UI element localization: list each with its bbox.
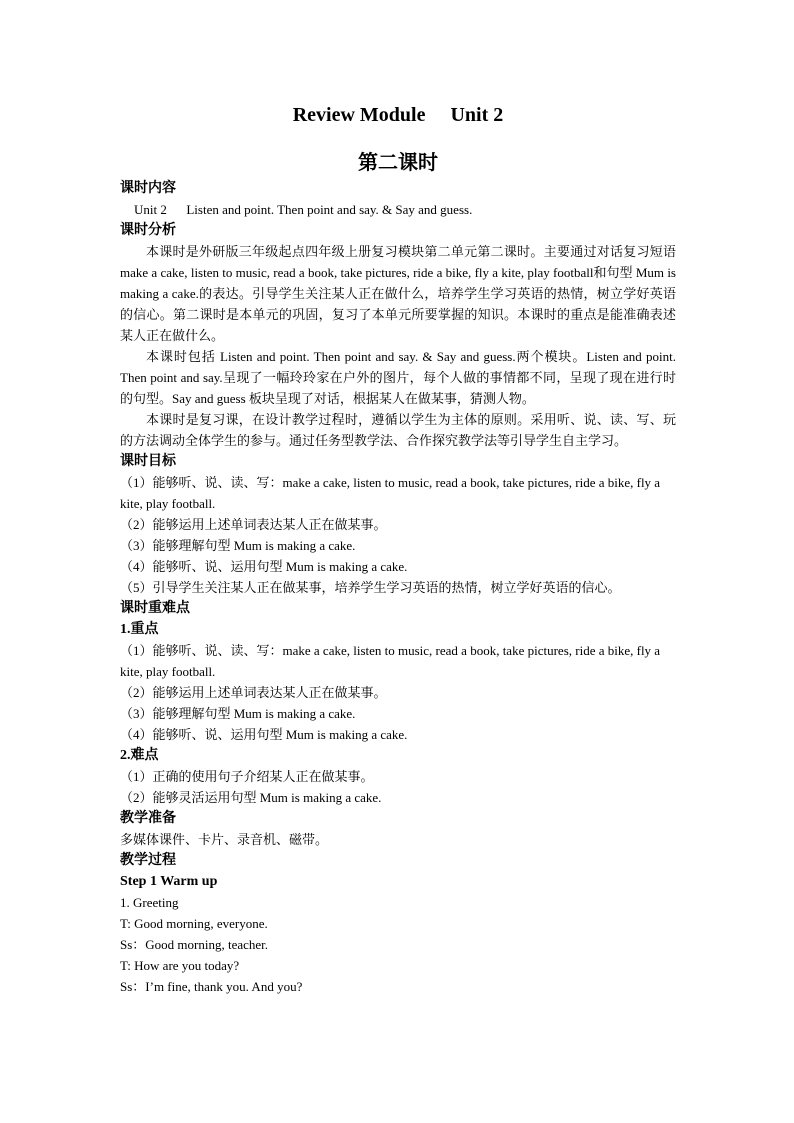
step-heading: Step 1 Warm up <box>120 874 218 889</box>
difficulty-item: （1）正确的使用句子介绍某人正在做某事。 <box>120 769 374 784</box>
goal-item: （4）能够听、说、运用句型 Mum is making a cake. <box>120 559 408 574</box>
goal-item: （1）能够听、说、读、写：make a cake, listen to music, read a book, take pictures, ride a bike, fly a kite, play football. <box>120 475 661 511</box>
key-item: （1）能够听、说、读、写：make a cake, listen to music, read a book, take pictures, ride a bike, fly a kite, play football. <box>120 643 661 679</box>
section-heading-prep: 教学准备 <box>120 811 176 826</box>
section-heading-goals: 课时目标 <box>120 454 176 469</box>
key-item: （2）能够运用上述单词表达某人正在做某事。 <box>120 685 387 700</box>
dialogue-line: T: How are you today? <box>120 958 240 973</box>
content-text: Unit 2 Listen and point. Then point and say. & Say and guess. <box>134 202 473 217</box>
key-item: （4）能够听、说、运用句型 Mum is making a cake. <box>120 727 408 742</box>
dialogue-line: T: Good morning, everyone. <box>120 916 268 931</box>
section-heading-analysis: 课时分析 <box>120 223 176 238</box>
goal-item: （3）能够理解句型 Mum is making a cake. <box>120 538 356 553</box>
dialogue-line: Ss：Good morning, teacher. <box>120 937 269 952</box>
section-heading-process: 教学过程 <box>120 853 176 868</box>
dialogue-line: Ss：I’m fine, thank you. And you? <box>120 979 303 994</box>
goal-item: （2）能够运用上述单词表达某人正在做某事。 <box>120 517 387 532</box>
document-body <box>120 178 676 997</box>
dialogue-line: 1. Greeting <box>120 895 179 910</box>
analysis-paragraph-3: 本课时是复习课，在设计教学过程时，遵循以学生为主体的原则。采用听、说、读、写、玩的方法调动全体学生的参与。通过任务型教学法、合作探究教学法等引导学生自主学习。 <box>120 412 676 448</box>
document-title: Review Module Unit 2 <box>292 104 504 126</box>
difficulty-subheading: 2.难点 <box>120 748 159 763</box>
goal-item: （5）引导学生关注某人正在做某事，培养学生学习英语的热情，树立学好英语的信心。 <box>120 580 621 595</box>
key-item: （3）能够理解句型 Mum is making a cake. <box>120 706 356 721</box>
key-subheading: 1.重点 <box>120 622 159 637</box>
analysis-paragraph-2: 本课时包括 Listen and point. Then point and say. & Say and guess.两个模块。Listen and point. Then point and say.呈现了一幅玲玲家在户外的图片，每个人做的事情都不同，呈现了现在进行时的句型。Say and guess 板块呈现了对话，根据某人在做某事，猜测人物。 <box>120 349 676 406</box>
difficulty-item: （2）能够灵活运用句型 Mum is making a cake. <box>120 790 382 805</box>
prep-text: 多媒体课件、卡片、录音机、磁带。 <box>120 832 329 847</box>
section-heading-content: 课时内容 <box>120 181 176 196</box>
section-heading-keypoints: 课时重难点 <box>120 601 190 616</box>
analysis-paragraph-1: 本课时是外研版三年级起点四年级上册复习模块第二单元第二课时。主要通过对话复习短语 make a cake, listen to music, read a book, take pictures, ride a bike, fly a kite, play football和句型 Mum is making a cake.的表达。引导学生关注某人正在做什么，培养学生学习英语的热情，树立学好英语的信心。第二课时是本单元的巩固，复习了本单元所要掌握的知识。本课时的重点是能准确表述某人正在做什么。 <box>120 244 676 343</box>
document-subtitle: 第二课时 <box>358 152 438 174</box>
